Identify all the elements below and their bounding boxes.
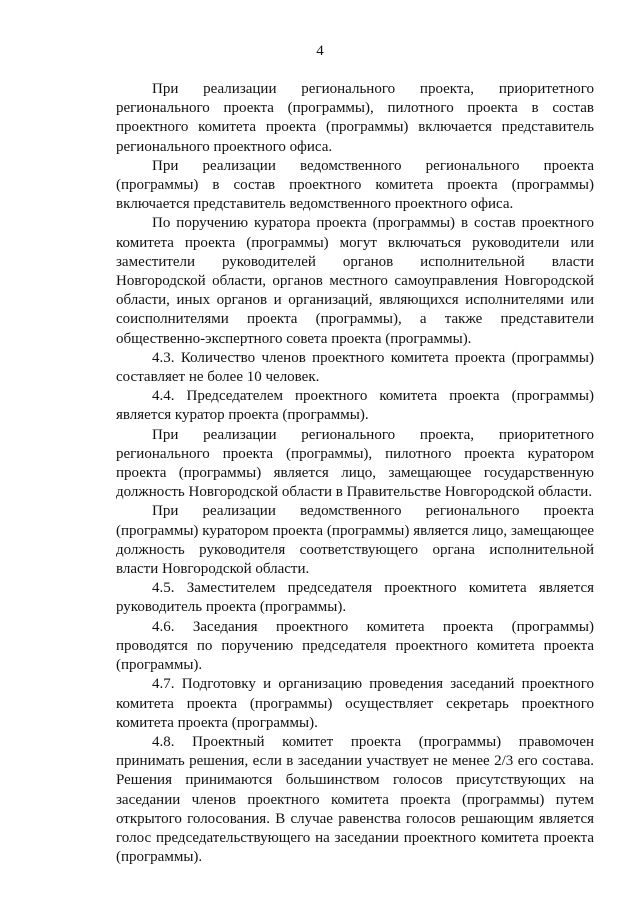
paragraph-4-8: 4.8. Проектный комитет проекта (программы) правомочен принимать решения, если в заседании участвует не менее 2/3 его состава. Решения принимаются большинством голосов присутствующих на заседании членов проектного комитета проекта (программы) путем открытого голосования. В случае равенства голосов решающим является голос председательствующего на заседании проектного комитета проекта (программы). [116, 733, 594, 866]
paragraph-committee-membership: По поручению куратора проекта (программы) в состав проектного комитета проекта (программы) могут включаться руководители или заместители руководителей органов исполнительной власти Новгородской области, органов местного самоуправления Новгородской области, иных органов и организаций, являющихся исполнителями или соисполнителями проекта (программы), а также представители общественно-экспертного совета проекта (программы). [116, 215, 594, 347]
paragraph-4-4: 4.4. Председателем проектного комитета проекта (программы) является куратор проекта (программы). [116, 388, 594, 424]
paragraph-regional-curator: При реализации регионального проекта, приоритетного регионального проекта (программы), пилотного проекта куратором проекта (программы) является лицо, замещающее государственную должность Новгородской области в Правительстве Новгородской области. [116, 426, 594, 501]
paragraph-4-7: 4.7. Подготовку и организацию проведения заседаний проектного комитета проекта (программы) осуществляет секретарь проектного комитета проекта (программы). [116, 676, 594, 731]
paragraph-departmental-project-office: При реализации ведомственного регионального проекта (программы) в состав проектного комитета проекта (программы) включается представитель ведомственного проектного офиса. [116, 157, 594, 213]
paragraph-4-6: 4.6. Заседания проектного комитета проекта (программы) проводятся по поручению председателя проектного комитета проекта (программы). [116, 618, 594, 674]
paragraph-departmental-curator: При реализации ведомственного регионального проекта (программы) куратором проекта (программы) является лицо, замещающее должность руководителя соответствующего органа исполнительной власти Новгородской области. [116, 503, 594, 578]
paragraph-regional-project-office: При реализации регионального проекта, приоритетного регионального проекта (программы), пилотного проекта в состав проектного комитета проекта (программы) включается представитель регионального проектного офиса. [116, 81, 594, 155]
paragraph-4-5: 4.5. Заместителем председателя проектного комитета является руководитель проекта (программы). [116, 580, 594, 616]
paragraph-4-3: 4.3. Количество членов проектного комитета проекта (программы) составляет не более 10 человек. [116, 349, 594, 386]
page-number: 4 [316, 43, 324, 59]
document-body [116, 80, 594, 867]
